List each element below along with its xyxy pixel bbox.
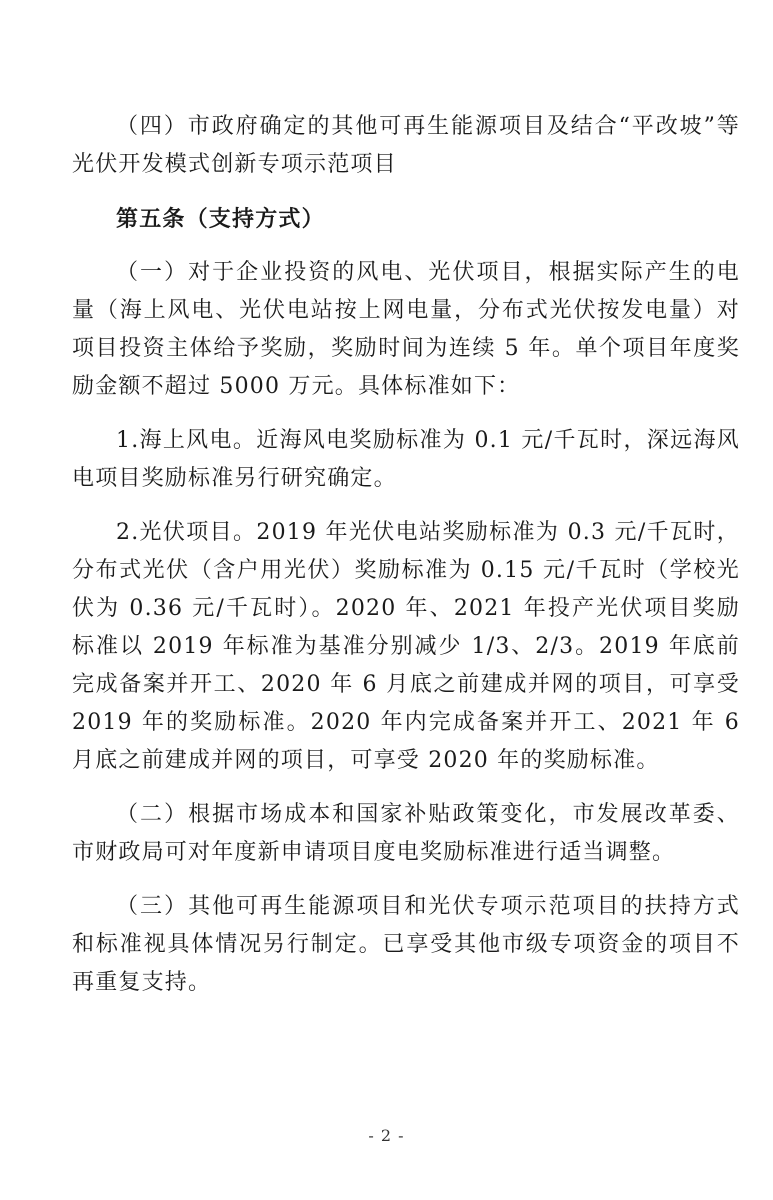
paragraph-item-four: （四）市政府确定的其他可再生能源项目及结合“平改坡”等光伏开发模式创新专项示范项目 xyxy=(72,114,740,177)
article-five-heading: 第五条（支持方式） xyxy=(116,206,325,232)
paragraph-photovoltaic: 2.光伏项目。2019 年光伏电站奖励标准为 0.3 元/千瓦时，分布式光伏（含户用光伏）奖励标准为 0.15 元/千瓦时（学校光伏为 0.36 元/千瓦时）。2020 年、2021 年投产光伏项目奖励标准以 2019 年标准为基准分别减少 1/3、2/3。2019 年底前完成备案并开工、2020 年 6 月底之前建成并网的项目，可享受 2019 年的奖励标准。2020 年内完成备案并开工、2021 年 6 月底之前建成并网的项目，可享受 2020 年的奖励标准。 xyxy=(72,520,740,773)
paragraph-item-three: （三）其他可再生能源项目和光伏专项示范项目的扶持方式和标准视具体情况另行制定。已享受其他市级专项资金的项目不再重复支持。 xyxy=(72,894,740,995)
document-body xyxy=(72,108,740,1018)
paragraph-item-two: （二）根据市场成本和国家补贴政策变化，市发展改革委、市财政局可对年度新申请项目度电奖励标准进行适当调整。 xyxy=(72,802,740,865)
page-number: - 2 - xyxy=(368,1126,405,1145)
paragraph-item-one: （一）对于企业投资的风电、光伏项目，根据实际产生的电量（海上风电、光伏电站按上网电量，分布式光伏按发电量）对项目投资主体给予奖励，奖励时间为连续 5 年。单个项目年度奖励金额不超过 5000 万元。具体标准如下： xyxy=(72,260,740,399)
paragraph-offshore-wind: 1.海上风电。近海风电奖励标准为 0.1 元/千瓦时，深远海风电项目奖励标准另行研究确定。 xyxy=(72,428,740,491)
